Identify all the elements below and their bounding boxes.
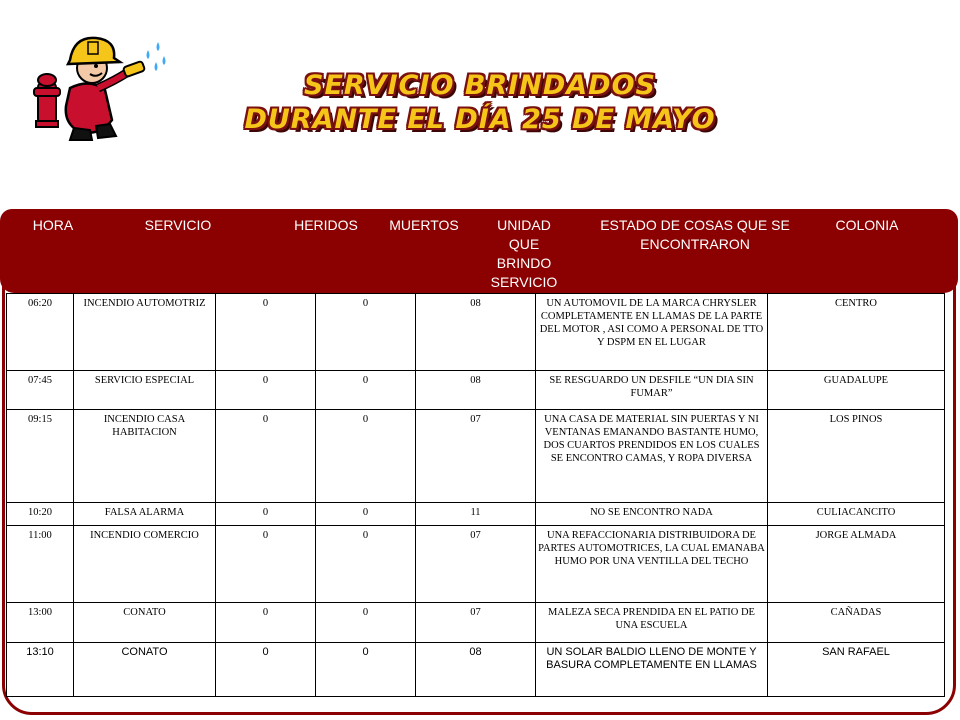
col-colonia: COLONIA bbox=[835, 217, 899, 233]
cell-colonia: CAÑADAS bbox=[768, 603, 945, 643]
cell-servicio: INCENDIO CASA HABITACION bbox=[74, 410, 216, 503]
cell-heridos: 0 bbox=[216, 603, 316, 643]
cell-unidad: 08 bbox=[416, 294, 536, 371]
table-row bbox=[7, 526, 945, 603]
cell-muertos: 0 bbox=[316, 503, 416, 526]
cell-heridos: 0 bbox=[216, 371, 316, 410]
table-row bbox=[7, 294, 945, 371]
table-row bbox=[7, 410, 945, 503]
col-heridos: HERIDOS bbox=[294, 217, 358, 233]
cell-hora: 13:10 bbox=[7, 643, 74, 697]
col-unidad: UNIDAD QUE BRINDO SERVICIO bbox=[490, 217, 558, 290]
cell-unidad: 08 bbox=[416, 643, 536, 697]
cell-colonia: LOS PINOS bbox=[768, 410, 945, 503]
cell-servicio: SERVICIO ESPECIAL bbox=[74, 371, 216, 410]
cell-hora: 10:20 bbox=[7, 503, 74, 526]
cell-estado: MALEZA SECA PRENDIDA EN EL PATIO DE UNA ESCUELA bbox=[536, 603, 768, 643]
cell-muertos: 0 bbox=[316, 643, 416, 697]
cell-hora: 11:00 bbox=[7, 526, 74, 603]
cell-servicio: CONATO bbox=[74, 643, 216, 697]
table-row bbox=[7, 643, 945, 697]
cell-servicio: FALSA ALARMA bbox=[74, 503, 216, 526]
cell-unidad: 07 bbox=[416, 603, 536, 643]
cell-unidad: 08 bbox=[416, 371, 536, 410]
services-table bbox=[6, 293, 945, 697]
cell-estado: UN AUTOMOVIL DE LA MARCA CHRYSLER COMPLETAMENTE EN LLAMAS DE LA PARTE DEL MOTOR , ASI COMO A PERSONAL DE TTO Y DSPM EN EL LUGAR bbox=[536, 294, 768, 371]
cell-estado: SE RESGUARDO UN DESFILE “UN DIA SIN FUMAR” bbox=[536, 371, 768, 410]
cell-heridos: 0 bbox=[216, 410, 316, 503]
col-muertos: MUERTOS bbox=[389, 217, 459, 233]
cell-heridos: 0 bbox=[216, 643, 316, 697]
cell-hora: 07:45 bbox=[7, 371, 74, 410]
cell-hora: 06:20 bbox=[7, 294, 74, 371]
cell-estado: UNA REFACCIONARIA DISTRIBUIDORA DE PARTES AUTOMOTRICES, LA CUAL EMANABA HUMO POR UNA VENTILLA DEL TECHO bbox=[536, 526, 768, 603]
col-servicio: SERVICIO bbox=[144, 217, 212, 233]
cell-estado: UNA CASA DE MATERIAL SIN PUERTAS Y NI VENTANAS EMANANDO BASTANTE HUMO, DOS CUARTOS PRENDIDOS EN LOS CUALES SE ENCONTRO CAMAS, Y ROPA DIVERSA bbox=[536, 410, 768, 503]
col-hora: HORA bbox=[32, 217, 74, 233]
col-estado: ESTADO DE COSAS QUE SE ENCONTRARON bbox=[600, 217, 790, 252]
cell-muertos: 0 bbox=[316, 526, 416, 603]
cell-unidad: 11 bbox=[416, 503, 536, 526]
table-row bbox=[7, 603, 945, 643]
cell-colonia: GUADALUPE bbox=[768, 371, 945, 410]
cell-muertos: 0 bbox=[316, 294, 416, 371]
cell-hora: 13:00 bbox=[7, 603, 74, 643]
table-row bbox=[7, 503, 945, 526]
cell-colonia: JORGE ALMADA bbox=[768, 526, 945, 603]
cell-unidad: 07 bbox=[416, 410, 536, 503]
cell-heridos: 0 bbox=[216, 294, 316, 371]
cell-servicio: CONATO bbox=[74, 603, 216, 643]
cell-hora: 09:15 bbox=[7, 410, 74, 503]
cell-servicio: INCENDIO COMERCIO bbox=[74, 526, 216, 603]
cell-colonia: CULIACANCITO bbox=[768, 503, 945, 526]
cell-estado: UN SOLAR BALDIO LLENO DE MONTE Y BASURA COMPLETAMENTE EN LLAMAS bbox=[536, 643, 768, 697]
title-line-1: SERVICIO BRINDADOS bbox=[304, 70, 656, 101]
cell-servicio: INCENDIO AUTOMOTRIZ bbox=[74, 294, 216, 371]
cell-muertos: 0 bbox=[316, 603, 416, 643]
title-line-2: DURANTE EL DÍA 25 DE MAYO bbox=[244, 104, 716, 135]
firefighter-mascot-icon bbox=[30, 28, 170, 146]
cell-heridos: 0 bbox=[216, 526, 316, 603]
cell-heridos: 0 bbox=[216, 503, 316, 526]
cell-colonia: CENTRO bbox=[768, 294, 945, 371]
cell-estado: NO SE ENCONTRO NADA bbox=[536, 503, 768, 526]
cell-muertos: 0 bbox=[316, 410, 416, 503]
cell-unidad: 07 bbox=[416, 526, 536, 603]
cell-muertos: 0 bbox=[316, 371, 416, 410]
table-row bbox=[7, 371, 945, 410]
cell-colonia: SAN RAFAEL bbox=[768, 643, 945, 697]
